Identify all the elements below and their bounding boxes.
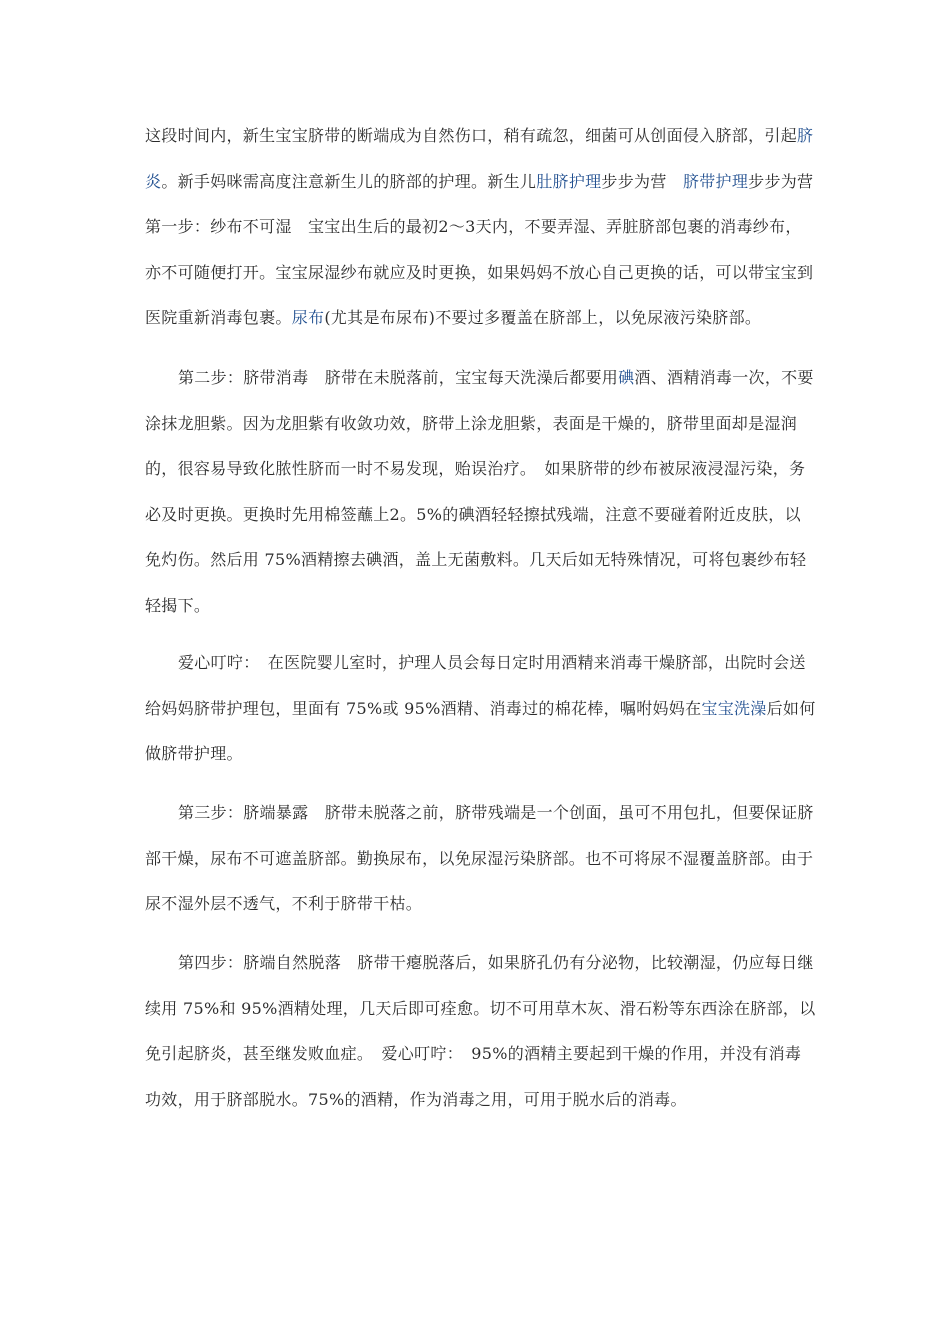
- paragraph-step-three: [145, 790, 817, 927]
- link-diaper[interactable]: 尿布: [291, 308, 325, 327]
- text-segment: 。新手妈咪需高度注意新生儿的脐部的护理。新生儿: [161, 171, 537, 191]
- link-belly-button-care[interactable]: 肚脐护理: [536, 171, 602, 191]
- text-segment: 这段时间内，新生宝宝脐带的断端成为自然伤口，稍有疏忽，细菌可从创面侵入脐部，引起: [145, 126, 798, 145]
- link-iodine[interactable]: 碘: [618, 368, 635, 387]
- paragraph-step-two: [145, 355, 817, 628]
- text-segment: 爱心叮咛： 在医院婴儿室时，护理人员会每日定时用酒精来消毒干燥脐部，出院时会送给妈妈脐带护理包，里面有 75%或 95%酒精、消毒过的棉花棒，嘱咐妈妈在: [145, 653, 806, 718]
- text-segment: 步步为营: [601, 171, 683, 191]
- text-segment: 后如何做脐带护理。: [145, 698, 816, 763]
- link-navel-inflammation[interactable]: 脐炎: [145, 126, 814, 191]
- text-segment: 酒、酒精消毒一次，不要涂抹龙胆紫。因为龙胆紫有收敛功效，脐带上涂龙胆紫，表面是干燥的，脐带里面却是湿润的，很容易导致化脓性脐而一时不易发现，贻误治疗。 如果脐带的纱布被尿液浸湿污染，务必及时更换。更换时先用棉签蘸上2。5%的碘酒轻轻擦拭残端，注意不要碰着附近皮肤，以免灼伤。然后用 75%酒精擦去碘酒，盖上无菌敷料。几天后如无特殊情况，可将包裹纱布轻轻揭下。: [145, 368, 814, 615]
- paragraph-step-four: [145, 940, 817, 1122]
- link-baby-bath[interactable]: 宝宝洗澡: [701, 698, 767, 718]
- link-umbilical-cord-care[interactable]: 脐带护理: [682, 171, 749, 191]
- paragraph-caring-tip-one: [145, 640, 817, 777]
- text-segment: 第三步：脐端暴露 脐带未脱落之前，脐带残端是一个创面，虽可不用包扎，但要保证脐部干燥，尿布不可遮盖脐部。勤换尿布，以免尿湿污染脐部。也不可将尿不湿覆盖脐部。由于尿不湿外层不透气，不利于脐带干枯。: [145, 803, 814, 913]
- text-segment: 第二步：脐带消毒 脐带在未脱落前，宝宝每天洗澡后都要用: [178, 368, 619, 387]
- paragraph-intro-step-one: [145, 113, 830, 341]
- text-segment: (尤其是布尿布)不要过多覆盖在脐部上，以免尿液污染脐部。: [324, 308, 762, 327]
- text-segment: 步步为营 第一步：纱布不可湿 宝宝出生后的最初2～3天内，不要弄湿、弄脏脐部包裹的消毒纱布，亦不可随便打开。宝宝尿湿纱布就应及时更换，如果妈妈不放心自己更换的话，可以带宝宝到医院重新消毒包裹。: [145, 171, 830, 327]
- text-segment: 第四步：脐端自然脱落 脐带干瘪脱落后，如果脐孔仍有分泌物，比较潮湿，仍应每日继续用 75%和 95%酒精处理，几天后即可痊愈。切不可用草木灰、滑石粉等东西涂在脐部，以免引起脐炎，甚至继发败血症。 爱心叮咛： 95%的酒精主要起到干燥的作用，并没有消毒功效，用于脐部脱水。75%的酒精，作为消毒之用，可用于脱水后的消毒。: [145, 953, 816, 1109]
